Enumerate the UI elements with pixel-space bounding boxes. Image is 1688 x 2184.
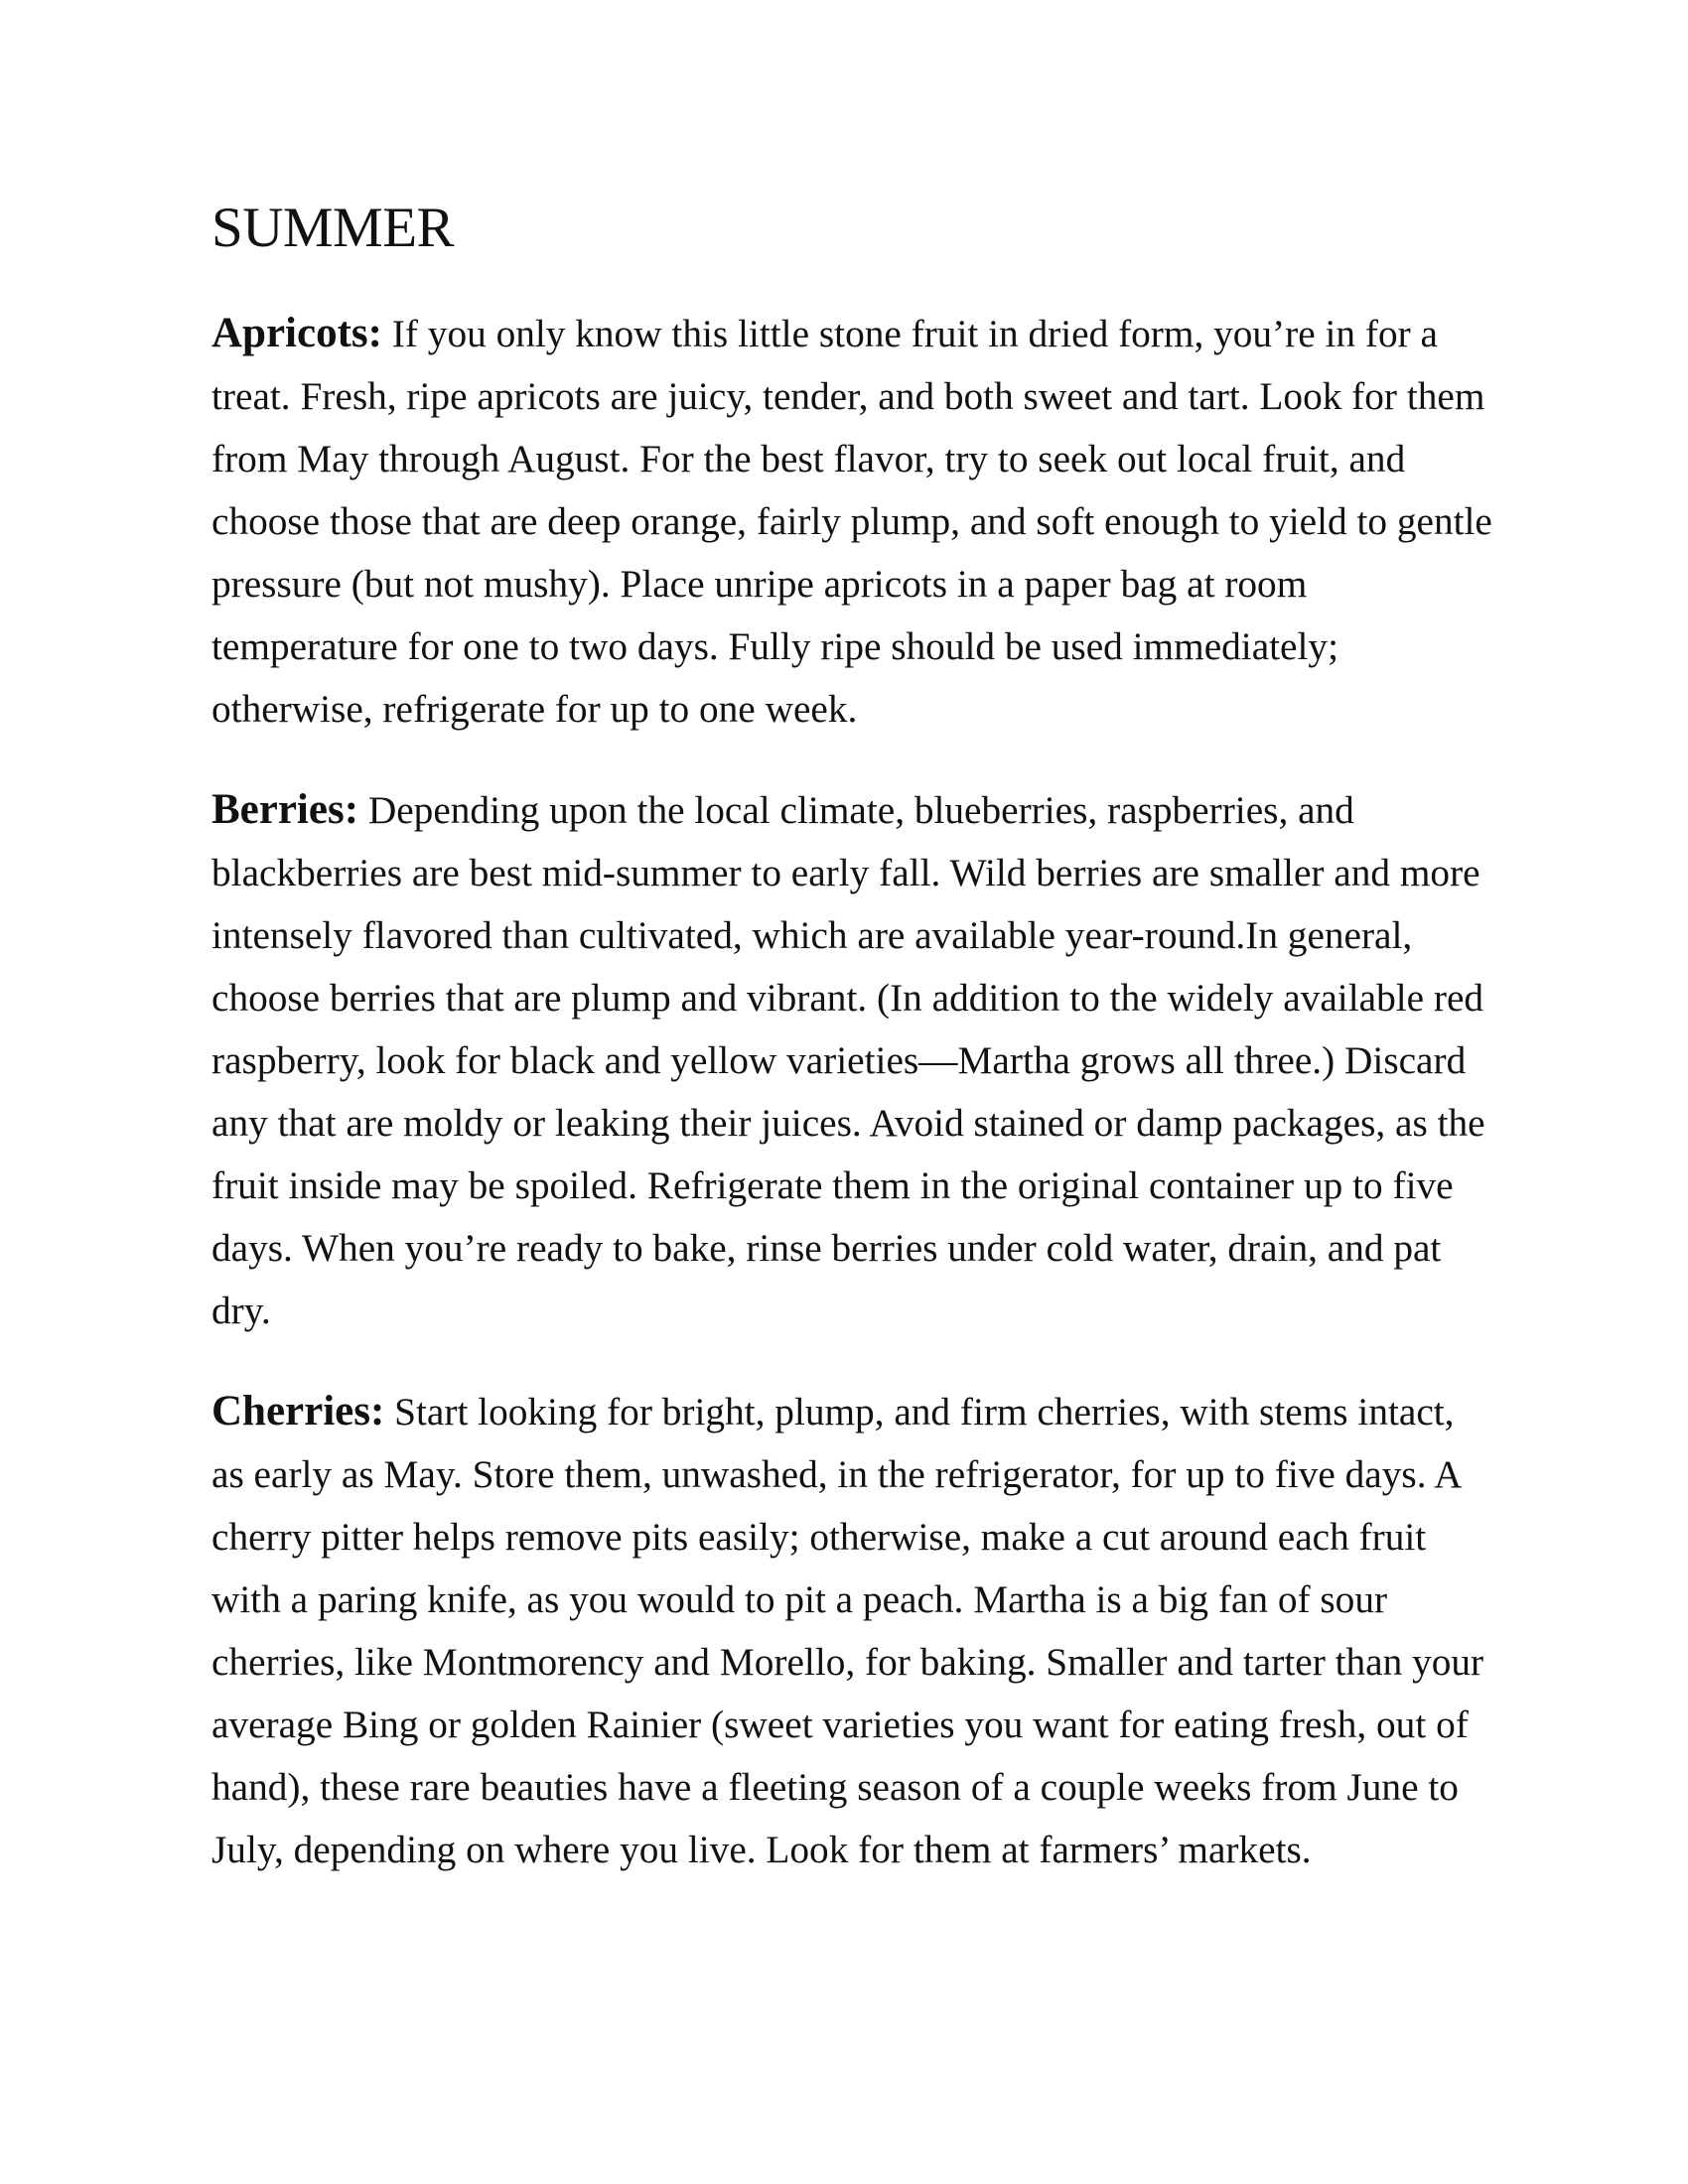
page-content — [211, 195, 1492, 1919]
entry-text: If you only know this little stone fruit in dried form, you’re in for a treat. Fresh, ripe apricots are juicy, tender, and both sweet and tart. Look for them from May through August. For the best flavor, try to seek out local fruit, and choose those that are deep orange, fairly plump, and soft enough to yield to gentle pressure (but not mushy). Place unripe apricots in a paper bag at room temperature for one to two days. Fully ripe should be used immediately; otherwise, refrigerate for up to one week. — [211, 312, 1492, 732]
entry-cherries — [211, 1380, 1492, 1881]
entry-apricots — [211, 302, 1492, 741]
entry-term: Cherries: — [211, 1388, 385, 1435]
entry-term: Berries: — [211, 786, 359, 834]
entry-berries — [211, 778, 1492, 1342]
entry-term: Apricots: — [211, 310, 382, 357]
entry-text: Start looking for bright, plump, and firm cherries, with stems intact, as early as May. Store them, unwashed, in the refrigerator, for up to five days. A cherry pitter helps remove pits easily; otherwise, make a cut around each fruit with a paring knife, as you would to pit a peach. Martha is a big fan of sour cherries, like Montmorency and Morello, for baking. Smaller and tarter than your average Bing or golden Rainier (sweet varieties you want for eating fresh, out of hand), these rare beauties have a fleeting season of a couple weeks from June to July, depending on where you live. Look for them at farmers’ markets. — [211, 1390, 1484, 1872]
page-title: SUMMER — [211, 197, 455, 259]
entry-text: Depending upon the local climate, blueberries, raspberries, and blackberries are best mid-summer to early fall. Wild berries are smaller and more intensely flavored than cultivated, which are available year-round.In general, choose berries that are plump and vibrant. (In addition to the widely available red raspberry, look for black and yellow varieties—Martha grows all three.) Discard any that are moldy or leaking their juices. Avoid stained or damp packages, as the fruit inside may be spoiled. Refrigerate them in the original container up to five days. When you’re ready to bake, rinse berries under cold water, drain, and pat dry. — [211, 788, 1485, 1333]
